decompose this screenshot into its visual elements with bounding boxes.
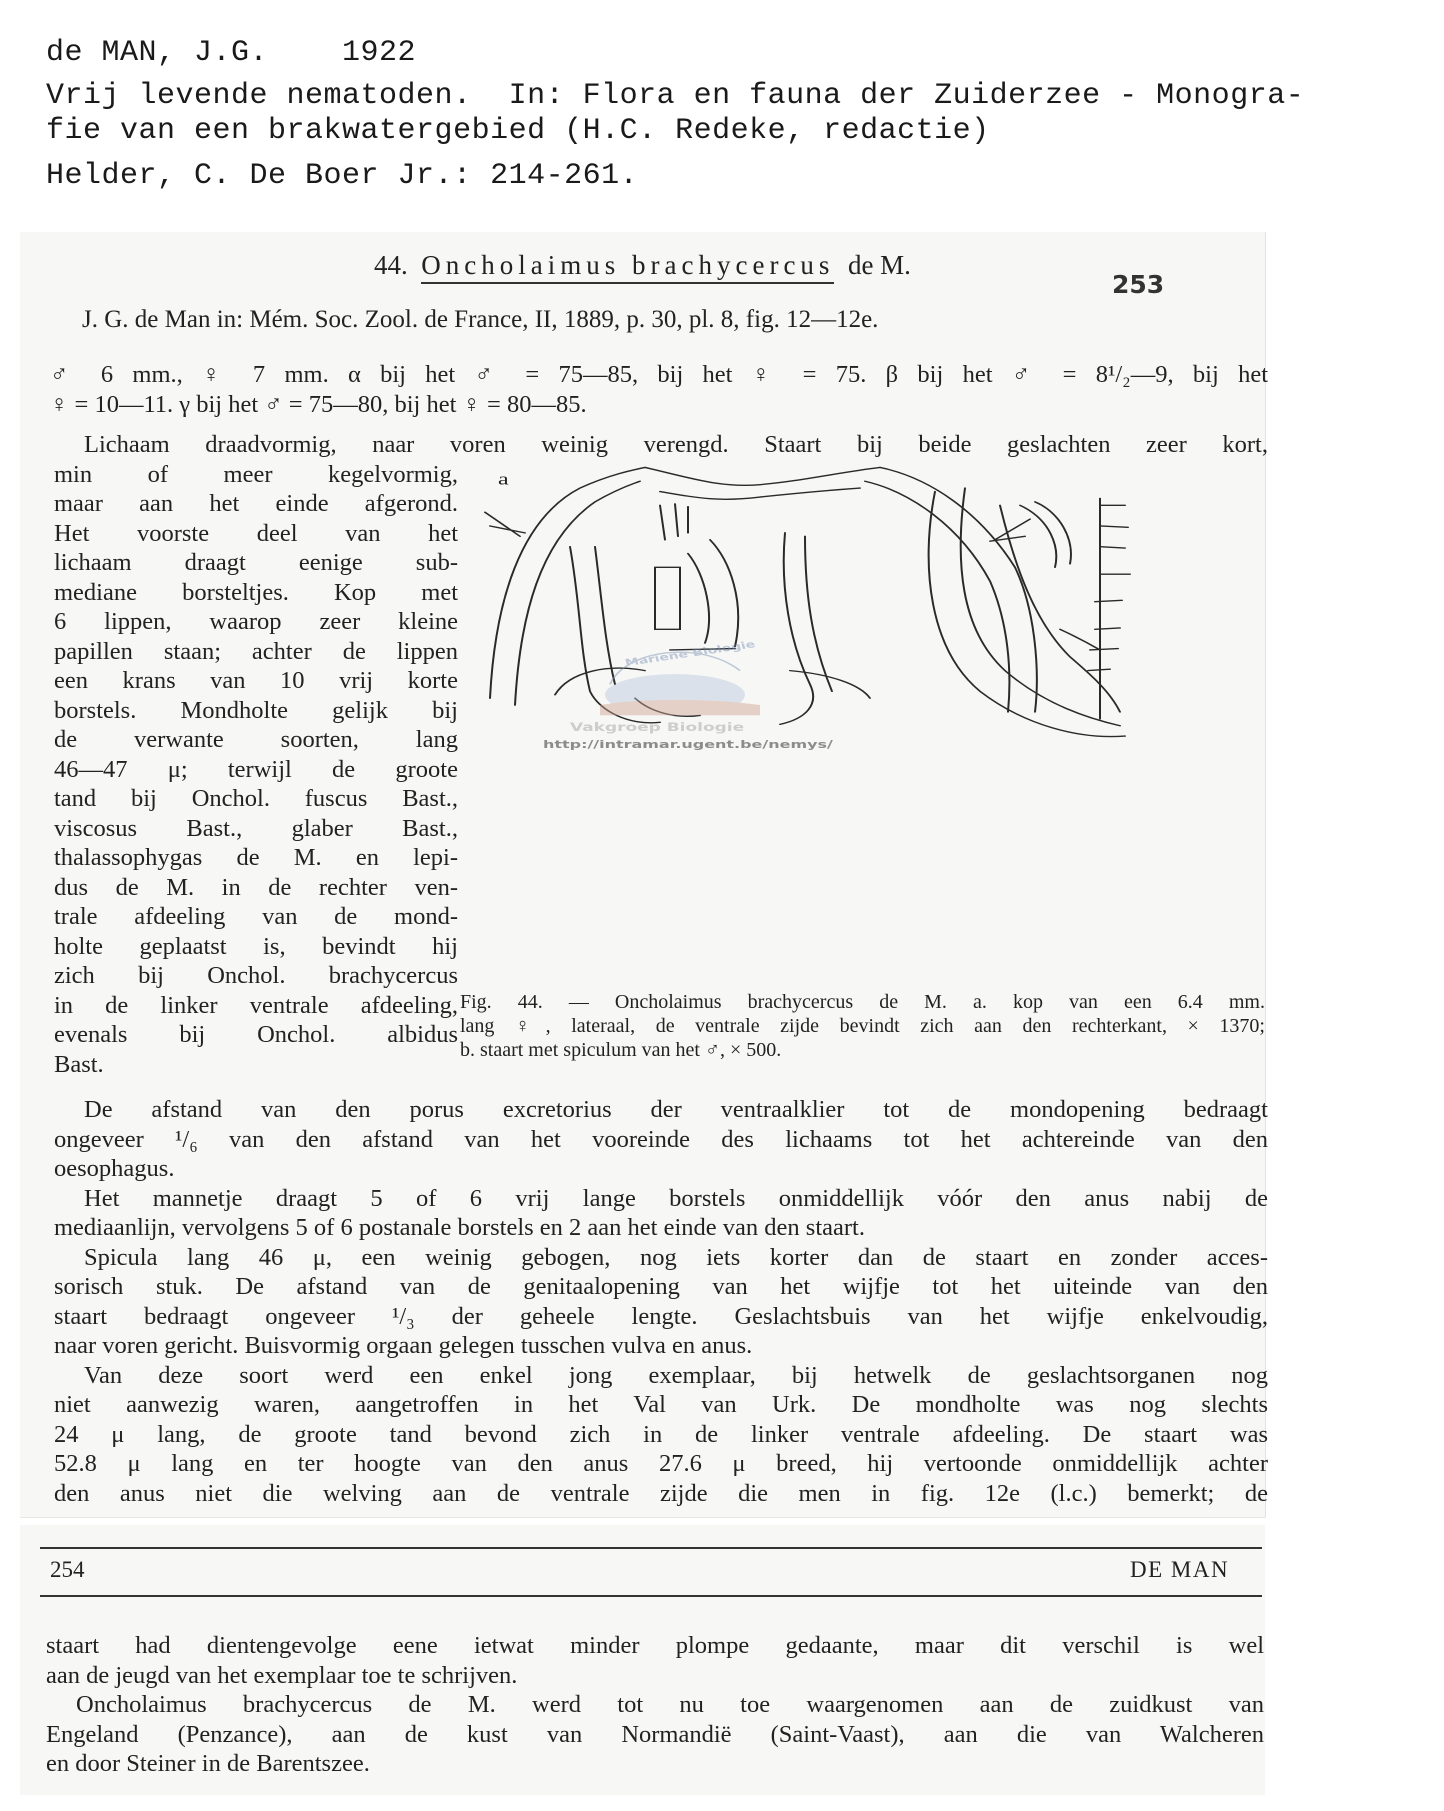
body-line: ongeveer ¹/₆ van den afstand van het vooreinde des lichaams tot het achtereinde van den bbox=[54, 1125, 1268, 1153]
watermark-group-text: Vakgroep Biologie bbox=[570, 720, 745, 735]
caption-line: b. staart met spiculum van het ♂, × 500. bbox=[460, 1039, 782, 1061]
page-254-text bbox=[46, 1631, 1264, 1779]
text-line: 6 lippen, waarop zeer kleine bbox=[54, 608, 458, 635]
species-name: Oncholaimus brachycercus bbox=[421, 250, 834, 284]
page-number-254: 254 bbox=[50, 1557, 85, 1582]
text-line: Het voorste deel van het bbox=[54, 519, 458, 547]
text-line: thalassophygas de M. en lepi- bbox=[54, 844, 458, 871]
caption-line: Fig. 44. — Oncholaimus brachycercus de M. a. kop van een 6.4 mm. bbox=[460, 991, 1265, 1013]
text-line: dus de M. in de rechter ven- bbox=[54, 873, 458, 901]
page-number: 253 bbox=[1112, 270, 1165, 299]
caption-line: lang ♀, lateraal, de ventrale zijde bevindt zich aan den rechterkant, × 1370; bbox=[460, 1015, 1265, 1037]
text-line: de verwante soorten, lang bbox=[54, 726, 458, 753]
body-line: Het mannetje draagt 5 of 6 vrij lange borstels onmiddellijk vóór den anus nabij de bbox=[84, 1184, 1268, 1212]
body-line: aan de jeugd van het exemplaar toe te schrijven. bbox=[46, 1661, 518, 1689]
body-line: staart bedraagt ongeveer ¹/₃ der geheele lengte. Geslachtsbuis van het wijfje enkelvoudig, bbox=[54, 1302, 1268, 1330]
text-line: viscosus Bast., glaber Bast., bbox=[54, 814, 458, 842]
text-line: min of meer kegelvormig, bbox=[54, 460, 458, 488]
body-line: Spicula lang 46 μ, een weinig gebogen, nog iets korter dan de staart en zonder acces- bbox=[84, 1243, 1268, 1271]
species-author: de M. bbox=[847, 250, 911, 280]
text-line: borstels. Mondholte gelijk bij bbox=[54, 696, 458, 724]
body-text bbox=[54, 1095, 1268, 1508]
text-line: in de linker ventrale afdeeling, bbox=[54, 991, 458, 1019]
citation-block bbox=[46, 36, 1426, 194]
body-line: Engeland (Penzance), aan de kust van Normandië (Saint-Vaast), aan die van Walcheren bbox=[46, 1720, 1264, 1748]
species-heading bbox=[20, 250, 1265, 281]
body-line: 24 μ lang, de groote tand bevond zich in de linker ventrale afdeeling. De staart was bbox=[54, 1420, 1268, 1448]
head-cuticle-right bbox=[865, 481, 1009, 712]
left-text-column bbox=[54, 460, 458, 1080]
watermark-logo bbox=[570, 638, 760, 734]
head-outline-left bbox=[490, 467, 645, 698]
measurement-line: ♀ = 10—11. γ bij het ♂ = 75—80, bij het ♀ = 80—85. bbox=[50, 390, 587, 418]
text-line: lichaam draagt eenige sub- bbox=[54, 549, 458, 576]
text-line: Bast. bbox=[54, 1050, 104, 1078]
body-line: den anus niet die welving aan de ventrale zijde die men in fig. 12e (l.c.) bemerkt; de bbox=[54, 1479, 1268, 1507]
body-line: De afstand van den porus excretorius der ventraalklier tot de mondopening bedraagt bbox=[84, 1096, 1268, 1123]
citation-author-year: de MAN, J.G. 1922 bbox=[46, 36, 417, 70]
running-header: DE MAN bbox=[1130, 1557, 1230, 1582]
body-line: sorisch stuk. De afstand van de genitaalopening van het wijfje tot het uiteinde van den bbox=[54, 1273, 1268, 1300]
head-outline-right bbox=[880, 467, 1037, 712]
measurement-line: ♂ 6 mm., ♀ 7 mm. α bij het ♂ = 75—85, bij het ♀ = 75. β bij het ♂ = 8¹/₂—9, bij het bbox=[50, 361, 1268, 388]
text-line: zich bij Onchol. brachycercus bbox=[54, 962, 458, 989]
body-line: naar voren gericht. Buisvormig orgaan gelegen tusschen vulva en anus. bbox=[54, 1332, 753, 1359]
reference-line: J. G. de Man in: Mém. Soc. Zool. de France, II, 1889, p. 30, pl. 8, fig. 12—12e. bbox=[82, 306, 879, 333]
watermark-arc-text: Mariene Biologie bbox=[623, 638, 757, 669]
measurements bbox=[50, 360, 1268, 419]
text-line: evenals bij Onchol. albidus bbox=[54, 1021, 458, 1048]
intro-paragraph bbox=[54, 430, 1268, 460]
figure-44-drawing bbox=[460, 464, 1277, 984]
page-clipping-253 bbox=[20, 232, 1266, 1518]
body-line: oesophagus. bbox=[54, 1155, 175, 1182]
body-line: en door Steiner in de Barentszee. bbox=[46, 1750, 370, 1777]
body-line: niet aanwezig waren, aangetroffen in het Val van Urk. De mondholte was nog slechts bbox=[54, 1391, 1268, 1418]
text-line: papillen staan; achter de lippen bbox=[54, 637, 458, 665]
text-line: holte geplaatst is, bevindt hij bbox=[54, 932, 458, 960]
figure-caption bbox=[460, 990, 1265, 1062]
citation-title-line-2: fie van een brakwatergebied (H.C. Redeke, redactie) bbox=[46, 114, 990, 148]
body-line: mediaanlijn, vervolgens 5 of 6 postanale borstels en 2 aan het einde van den staart. bbox=[54, 1214, 865, 1241]
header-rule-bottom bbox=[40, 1595, 1262, 1597]
text-line: 46—47 μ; terwijl de groote bbox=[54, 755, 458, 783]
header-rule-top bbox=[40, 1547, 1262, 1549]
citation-title-line-1: Vrij levende nematoden. In: Flora en fauna der Zuiderzee - Monogra- bbox=[46, 79, 1305, 113]
body-line: 52.8 μ lang en ter hoogte van den anus 27.6 μ breed, hij vertoonde onmiddellijk achter bbox=[54, 1450, 1268, 1477]
body-line: Van deze soort werd een enkel jong exemplaar, bij hetwelk de geslachtsorganen nog bbox=[84, 1361, 1268, 1389]
intro-line: Lichaam draadvormig, naar voren weinig verengd. Staart bij beide geslachten zeer kort, bbox=[84, 431, 1268, 458]
watermark-url: http://intramar.ugent.be/nemys/ bbox=[543, 738, 833, 751]
lip-inner bbox=[660, 488, 860, 499]
page-clipping-254 bbox=[20, 1525, 1265, 1795]
text-line: mediane borsteltjes. Kop met bbox=[54, 578, 458, 606]
lip-region bbox=[645, 467, 880, 485]
species-number: 44. bbox=[374, 250, 408, 280]
tail-outline-left bbox=[929, 492, 1125, 737]
text-line: trale afdeeling van de mond- bbox=[54, 903, 458, 930]
body-line: Oncholaimus brachycercus de M. werd tot nu toe waargenomen aan de zuidkust van bbox=[76, 1691, 1264, 1718]
onchium-tooth bbox=[688, 554, 709, 644]
text-line: maar aan het einde afgerond. bbox=[54, 490, 458, 517]
body-line: staart had dientengevolge eene ietwat minder plompe gedaante, maar dit verschil is wel bbox=[46, 1632, 1264, 1659]
citation-publisher: Helder, C. De Boer Jr.: 214-261. bbox=[46, 159, 639, 193]
text-line: een krans van 10 vrij korte bbox=[54, 667, 458, 694]
buccal-wall-right bbox=[780, 533, 813, 724]
figure-label-a: a bbox=[498, 471, 509, 489]
text-line: tand bij Onchol. fuscus Bast., bbox=[54, 785, 458, 812]
